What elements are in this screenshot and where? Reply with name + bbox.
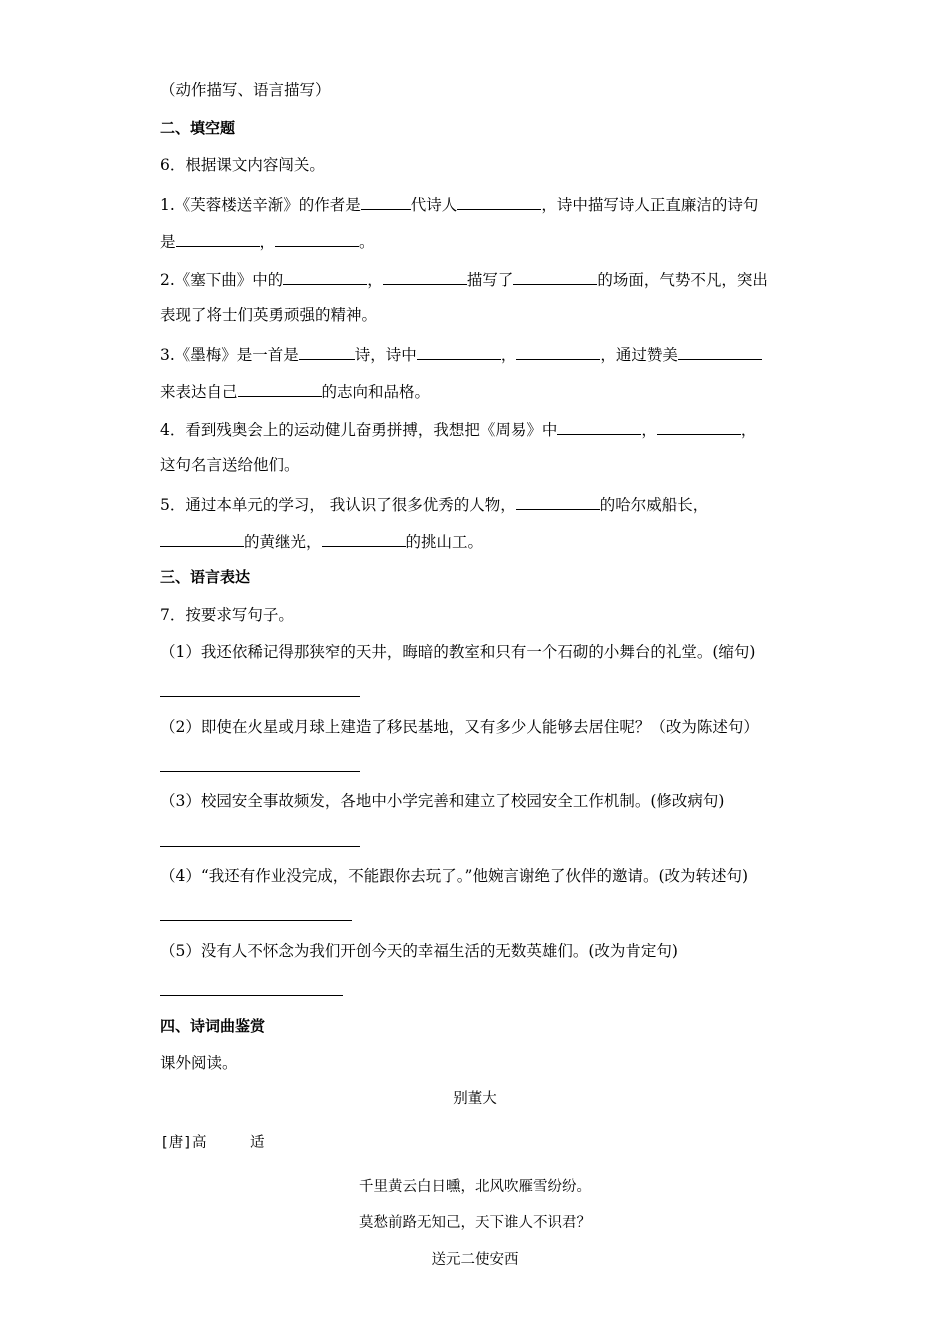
text: 描写了 <box>466 271 514 289</box>
text: ， <box>500 346 517 364</box>
q7-item5: （5）没有人不怀念为我们开创今天的幸福生活的无数英雄们。(改为肯定句) <box>160 942 678 960</box>
text: ， <box>740 421 757 439</box>
text: 代诗人 <box>410 196 458 214</box>
answer-blank[interactable] <box>275 230 359 247</box>
answer-blank[interactable] <box>160 530 244 547</box>
text: 诗，诗中 <box>354 346 417 364</box>
answer-blank[interactable] <box>457 193 541 210</box>
q7-item1: （1）我还依稀记得那狭窄的天井，晦暗的教室和只有一个石砌的小舞台的礼堂。(缩句) <box>160 643 756 661</box>
text: 的志向和品格。 <box>321 383 431 401</box>
q6-item4-line2: 这句名言送给他们。 <box>160 456 300 474</box>
poem-line-1: 千里黄云白日曛，北风吹雁雪纷纷。 <box>359 1179 591 1195</box>
poem-line-2: 莫愁前路无知己，天下谁人不识君？ <box>359 1215 591 1231</box>
q7-item3: （3）校园安全事故频发，各地中小学完善和建立了校园安全工作机制。(修改病句) <box>160 792 725 810</box>
text: 来表达自己 <box>160 383 238 401</box>
answer-blank[interactable] <box>176 230 260 247</box>
poem-title: 别董大 <box>453 1091 497 1107</box>
question-7-title: 7．按要求写句子。 <box>160 606 294 624</box>
q6-item4-line1 <box>160 418 756 440</box>
section-heading-fill-blank: 二、填空题 <box>160 119 236 137</box>
text: 的场面，气势不凡，突出 <box>597 271 768 289</box>
text: 1.《芙蓉楼送辛渐》的作者是 <box>160 196 361 214</box>
answer-blank[interactable] <box>417 343 501 360</box>
answer-blank[interactable] <box>383 268 467 285</box>
answer-blank[interactable] <box>322 530 406 547</box>
answer-line[interactable] <box>160 696 360 697</box>
q6-item2-line1 <box>160 268 768 290</box>
q6-item2-line2: 表现了将士们英勇顽强的精神。 <box>160 306 378 324</box>
answer-blank[interactable] <box>657 418 741 435</box>
poem-2-title: 送元二使安西 <box>431 1252 519 1268</box>
q6-item1-line2 <box>160 230 375 252</box>
answer-blank[interactable] <box>516 493 600 510</box>
q6-item3-line1 <box>160 343 762 365</box>
desc-note: （动作描写、语言描写） <box>160 81 331 99</box>
answer-blank[interactable] <box>678 343 762 360</box>
answer-blank[interactable] <box>361 193 411 210</box>
q7-item4: （4）“我还有作业没完成，不能跟你去玩了。”他婉言谢绝了伙伴的邀请。(改为转述句) <box>160 867 749 885</box>
answer-line[interactable] <box>160 771 360 772</box>
answer-blank[interactable] <box>516 343 600 360</box>
text: 的挑山工。 <box>405 533 484 551</box>
q6-item3-line2 <box>160 380 430 402</box>
text: 的哈尔威船长， <box>599 496 709 514</box>
section-heading-poetry: 四、诗词曲鉴赏 <box>160 1017 266 1035</box>
answer-blank[interactable] <box>238 380 322 397</box>
question-6-title: 6．根据课文内容闯关。 <box>160 156 325 174</box>
text: ， <box>367 271 383 289</box>
answer-blank[interactable] <box>283 268 367 285</box>
answer-blank[interactable] <box>299 343 355 360</box>
q6-item5-line1 <box>160 493 708 515</box>
text: 4．看到残奥会上的运动健儿奋勇拼搏，我想把《周易》中 <box>160 421 558 439</box>
text: 的黄继光， <box>244 533 322 551</box>
section-heading-language: 三、语言表达 <box>160 568 251 586</box>
q6-item1-line1 <box>160 193 758 215</box>
answer-blank[interactable] <box>513 268 597 285</box>
text: 3.《墨梅》是一首是 <box>160 346 299 364</box>
text: ，通过赞美 <box>600 346 678 364</box>
text: 。 <box>359 233 375 251</box>
answer-line[interactable] <box>160 846 360 847</box>
poem-author: [唐]高 适 <box>160 1135 265 1151</box>
reading-intro: 课外阅读。 <box>160 1054 238 1072</box>
q6-item5-line2 <box>160 530 483 552</box>
answer-blank[interactable] <box>557 418 641 435</box>
text: 2.《塞下曲》中的 <box>160 271 284 289</box>
text: 5．通过本单元的学习， 我认识了很多优秀的人物， <box>160 496 516 514</box>
answer-line[interactable] <box>160 920 352 921</box>
text: ，诗中描写诗人正直廉洁的诗句 <box>541 196 759 214</box>
text: ， <box>259 233 276 251</box>
answer-line[interactable] <box>160 995 343 996</box>
q7-item2: （2）即使在火星或月球上建造了移民基地，又有多少人能够去居住呢？（改为陈述句） <box>160 718 759 736</box>
text: 是 <box>160 233 176 251</box>
text: ， <box>641 421 657 439</box>
